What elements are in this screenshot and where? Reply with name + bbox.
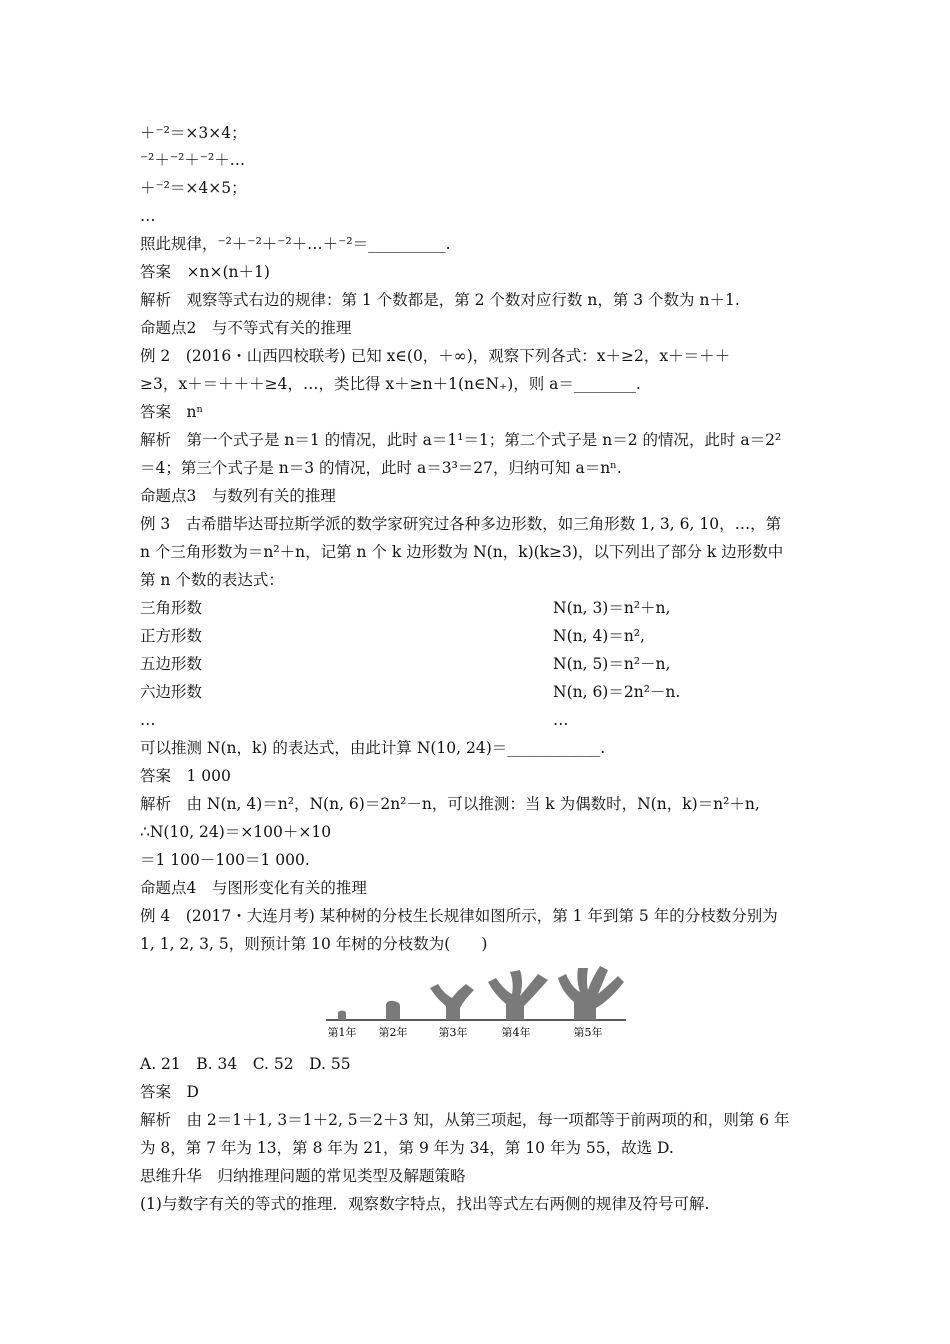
polygon-expr: N(n, 5)＝n²－n,	[553, 655, 671, 673]
year-label: 第4年	[501, 1026, 531, 1039]
analysis-line: 为 8，第 7 年为 13，第 8 年为 21，第 9 年为 34，第 10 年为 55，故选 D.	[140, 1139, 674, 1157]
analysis-line: 解析 第一个式子是 n＝1 的情况，此时 a＝1¹＝1；第二个式子是 n＝2 的情况，此时 a＝2²	[140, 431, 782, 449]
example-line: n 个三角形数为＝n²＋n，记第 n 个 k 边形数为 N(n，k)(k≥3)，以下列出了部分 k 边形数中	[140, 543, 784, 561]
example-line: 例 4 (2017・大连月考) 某种树的分枝生长规律如图所示，第 1 年到第 5 年的分枝数分别为	[140, 907, 778, 925]
example-line: ≥3，x＋＝＋＋＋≥4，…，类比得 x＋≥n＋1(n∈N₊)，则 a＝________.	[140, 375, 641, 393]
example-line: 例 2 (2016・山西四校联考) 已知 x∈(0，＋∞)，观察下列各式：x＋≥2，x＋＝＋＋	[140, 347, 731, 365]
example-line: 1, 1, 2, 3, 5，则预计第 10 年树的分枝数为( )	[140, 935, 488, 953]
analysis-line: ＝4；第三个式子是 n＝3 的情况，此时 a＝3³＝27，归纳可知 a＝nⁿ.	[140, 459, 622, 477]
tree-year2-icon	[386, 1001, 400, 1020]
analysis-line: 解析 观察等式右边的规律：第 1 个数都是，第 2 个数对应行数 n，第 3 个数为 n＋1.	[140, 291, 740, 309]
example-line: 第 n 个数的表达式：	[140, 571, 284, 589]
table-row	[140, 682, 820, 702]
year-label: 第3年	[438, 1026, 468, 1039]
tree-growth-figure	[326, 960, 626, 1046]
polygon-expr: N(n, 4)＝n²,	[553, 627, 645, 645]
tree-year4-icon	[488, 970, 548, 1020]
table-row	[140, 710, 820, 730]
polygon-name: …	[140, 711, 156, 729]
section-heading: 思维升华 归纳推理问题的常见类型及解题策略	[140, 1167, 466, 1185]
text-line: 可以推测 N(n，k) 的表达式，由此计算 N(10, 24)＝____________.	[140, 739, 606, 757]
analysis-line: 解析 由 N(n, 4)＝n²，N(n, 6)＝2n²－n，可以推测：当 k 为偶数时，N(n，k)＝n²＋n,	[140, 795, 760, 813]
polygon-name: 五边形数	[140, 655, 203, 673]
options-line: A. 21 B. 34 C. 52 D. 55	[140, 1055, 351, 1073]
example-line: 例 3 古希腊毕达哥拉斯学派的数学家研究过各种多边形数，如三角形数 1, 3, 6, 10，…，第	[140, 515, 782, 533]
answer-line: 答案 1 000	[140, 767, 231, 785]
polygon-name: 正方形数	[140, 627, 203, 645]
year-label: 第5年	[573, 1026, 603, 1039]
section-heading: 命题点4 与图形变化有关的推理	[140, 879, 367, 897]
text-line: ⁻²＋⁻²＋⁻²＋…	[140, 151, 246, 169]
tree-year3-icon	[430, 984, 474, 1020]
table-row	[140, 654, 820, 674]
table-row	[140, 598, 820, 618]
year-label: 第2年	[378, 1026, 408, 1039]
section-heading: 命题点2 与不等式有关的推理	[140, 319, 352, 337]
text-line: ＋⁻²＝×3×4；	[140, 124, 247, 142]
answer-line: 答案 nⁿ	[140, 403, 204, 421]
table-row	[140, 626, 820, 646]
answer-line: 答案 D	[140, 1083, 199, 1101]
analysis-line: 解析 由 2＝1＋1, 3＝1＋2, 5＝2＋3 知，从第三项起，每一项都等于前两项的和，则第 6 年	[140, 1111, 790, 1129]
text-line: 照此规律，⁻²＋⁻²＋⁻²＋…＋⁻²＝__________.	[140, 235, 451, 253]
text-line: (1)与数字有关的等式的推理．观察数字特点，找出等式左右两侧的规律及符号可解.	[140, 1195, 710, 1213]
year-label: 第1年	[327, 1026, 357, 1039]
section-heading: 命题点3 与数列有关的推理	[140, 487, 336, 505]
text-line: ＋⁻²＝×4×5；	[140, 179, 247, 197]
polygon-name: 六边形数	[140, 683, 203, 701]
tree-year5-icon	[558, 966, 624, 1020]
answer-line: 答案 ×n×(n＋1)	[140, 263, 270, 281]
polygon-expr: …	[553, 711, 569, 729]
polygon-expr: N(n, 3)＝n²＋n,	[553, 599, 671, 617]
analysis-line: ＝1 100－100＝1 000.	[140, 851, 310, 869]
text-line: …	[140, 207, 156, 225]
polygon-expr: N(n, 6)＝2n²－n.	[553, 683, 681, 701]
polygon-name: 三角形数	[140, 599, 203, 617]
tree-year1-icon	[338, 1011, 346, 1021]
analysis-line: ∴N(10, 24)＝×100＋×10	[140, 823, 332, 841]
